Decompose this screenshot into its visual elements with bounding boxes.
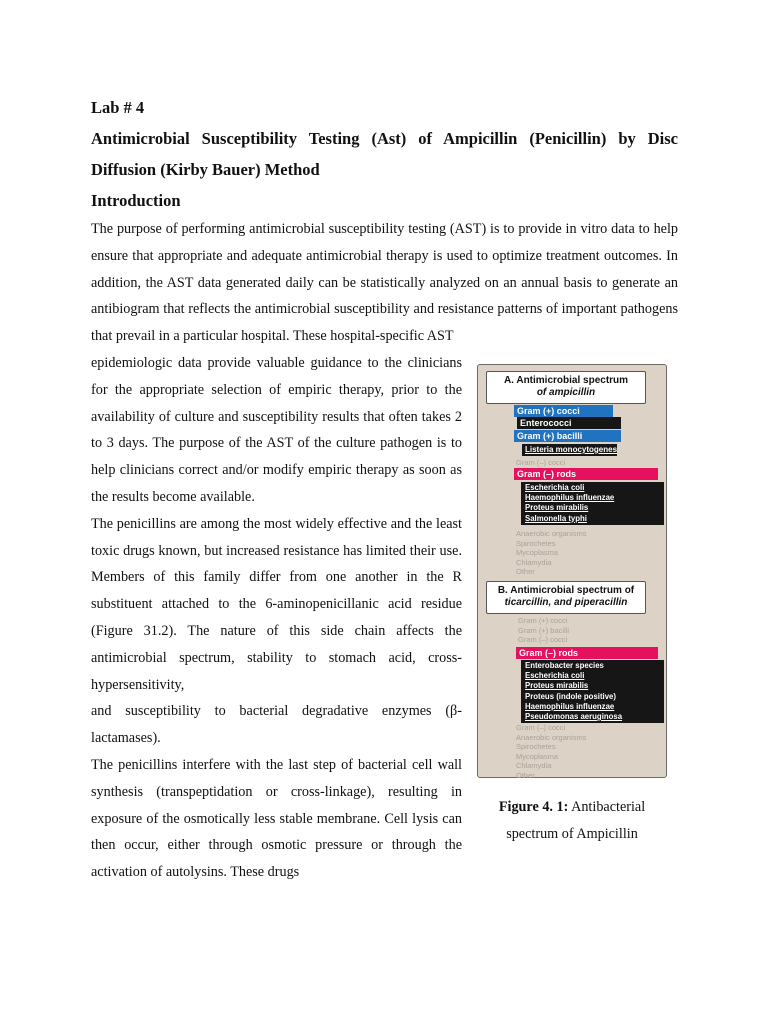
antimicrobial-spectrum-figure: [477, 364, 667, 778]
panel-b-grey-list: Gram (–) cocci Anaerobic organisms Spirochetes Mycoplasma Chlamydia Other: [516, 723, 587, 780]
mechanism-paragraph: The penicillins interfere with the last step of bacterial cell wall synthesis (transpeptidation or cross-linkage), resulting in exposure of the osmotically less stable membrane. Cell lysis can then occur, either through osmotic pressure or through the activation of autolysins. These drugs: [91, 756, 462, 881]
main-title: Antimicrobial Susceptibility Testing (Ast) of Ampicillin (Penicillin) by Disc Diffusion (Kirby Bauer) Method: [91, 129, 678, 179]
gram-positive-bacilli-bar: Gram (+) bacilli: [514, 430, 621, 442]
caption-label: Figure 4. 1:: [498, 799, 569, 815]
organism-item: Escherichia coli: [525, 671, 585, 681]
organism-item: Proteus mirabilis: [525, 503, 589, 513]
lab-title: Lab # 4: [91, 98, 145, 117]
intro-paragraph-full: The purpose of performing antimicrobial susceptibility testing (AST) is to provide in vitro data to help ensure that appropriate and adequate antimicrobial therapy is used to optimize treatment outcomes. In addition, the AST data generated daily can be statistically analyzed on an annual basis to generate an antibiogram that reflects the antimicrobial susceptibility and resistance patterns of important pathogens that prevail in a particular hospital. These hospital-specific AST: [91, 221, 678, 345]
gram-negative-cocci-grey: Gram (–) cocci: [516, 458, 566, 467]
figure-a-title: A. Antimicrobial spectrum of ampicillin: [486, 371, 646, 404]
organism-item: Salmonella typhi: [525, 513, 587, 523]
gram-positive-cocci-bar: Gram (+) cocci: [514, 405, 613, 417]
organism-item: Escherichia coli: [525, 483, 585, 492]
caption-text: Antibacterial spectrum of Ampicillin: [506, 799, 646, 842]
susceptibility-paragraph: and susceptibility to bacterial degradative enzymes (β-lactamases).: [91, 703, 462, 747]
panel-a-grey-list: Anaerobic organisms Spirochetes Mycoplasma Chlamydia Other: [516, 529, 587, 577]
panel-b-rods-list: [521, 660, 664, 723]
organism-item: Haemophilus influenzae: [525, 493, 615, 503]
panel-b-gram-negative-rods-bar: Gram (–) rods: [516, 647, 658, 659]
penicillin-paragraph: The penicillins are among the most widely effective and the least toxic drugs known, but increased resistance has limited their use. Members of this family differ from one another in the R substituent attached to the 6-aminopenicillanic acid residue (Figure 31.2). The nature of this side chain affects the antimicrobial spectrum, stability to stomach acid, cross-hypersensitivity,: [91, 515, 462, 693]
organism-item: Pseudomonas aeruginosa: [525, 712, 623, 722]
listeria-bar: Listeria monocytogenes: [522, 444, 617, 456]
figure-b-title: B. Antimicrobial spectrum of ticarcillin, and piperacillin: [486, 581, 646, 614]
panel-a-rods-list: [521, 482, 664, 525]
intro-paragraph-narrow: epidemiologic data provide valuable guidance to the clinicians for the appropriate selection of empiric therapy, prior to the availability of culture and susceptibility results that often takes 2 to 3 days. The purpose of the AST of the culture pathogen is to help clinicians correct and/or modify empiric therapy as soon as the results become available.: [91, 354, 462, 505]
figure-caption: [478, 794, 666, 848]
panel-b-grey-top: Gram (+) cocci Gram (+) bacilli Gram (–) cocci: [518, 616, 570, 645]
intro-heading: Introduction: [91, 191, 181, 210]
organism-item: Enterobacter species: [525, 661, 604, 670]
organism-item: Proteus (indole positive): [525, 691, 616, 701]
organism-item: Proteus mirabilis: [525, 681, 589, 691]
organism-item: Haemophilus influenzae: [525, 701, 615, 711]
enterococci-bar: Enterococci: [517, 417, 621, 429]
gram-negative-rods-bar: Gram (–) rods: [514, 468, 658, 480]
